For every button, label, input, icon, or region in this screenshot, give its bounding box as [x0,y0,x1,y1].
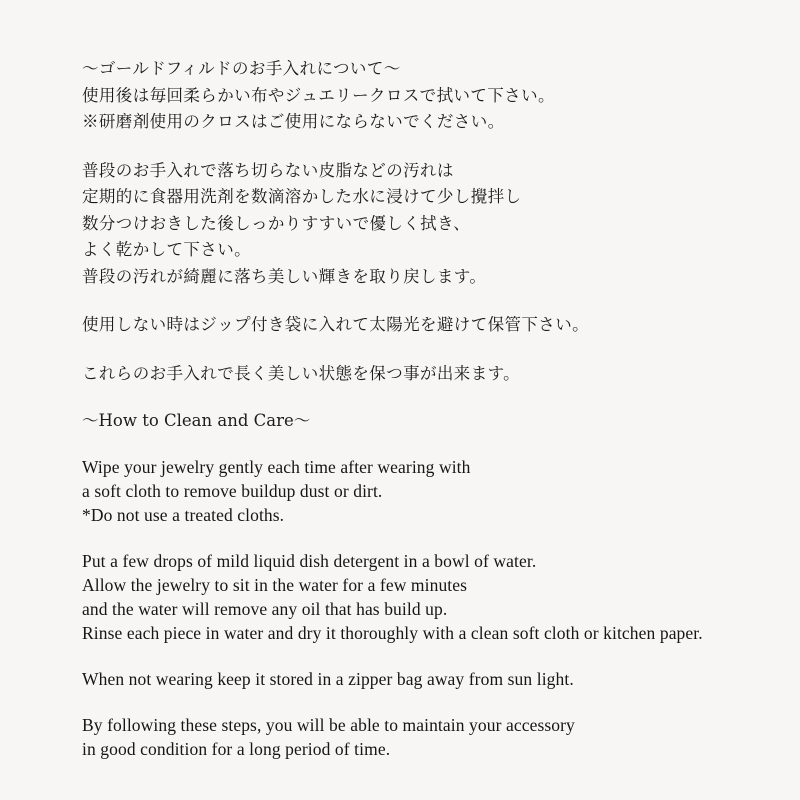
text-line: When not wearing keep it stored in a zipper bag away from sun light. [82,669,574,689]
paragraph [82,713,730,761]
paragraph [82,549,730,645]
text-line: 定期的に食器用洗剤を数滴溶かした水に浸けて少し攪拌し [82,187,522,206]
text-line: 〜How to Clean and Care〜 [82,411,311,430]
paragraph-spacer [82,290,730,312]
text-line: 〜ゴールドフィルドのお手入れについて〜 [82,59,401,78]
paragraph-spacer [82,691,730,713]
paragraph [82,158,730,291]
paragraph-spacer [82,645,730,667]
text-line: これらのお手入れで長く美しい状態を保つ事が出来ます。 [82,363,521,383]
paragraph-spacer [82,433,730,455]
text-line: 使用後は毎回柔らかい布やジュエリークロスで拭いて下さい。 [82,85,555,105]
text-line: a soft cloth to remove buildup dust or dirt. [82,481,383,501]
text-line: Allow the jewelry to sit in the water for a few minutes [82,575,468,595]
text-line: 普段のお手入れで落ち切らない皮脂などの汚れは [82,160,454,180]
text-line: Rinse each piece in water and dry it thoroughly with a clean soft cloth or kitchen paper. [82,623,703,643]
text-line: Put a few drops of mild liquid dish detergent in a bowl of water. [82,551,537,571]
text-line: よく乾かして下さい。 [82,240,251,259]
text-line: 普段の汚れが綺麗に落ち美しい輝きを取り戻します。 [82,266,487,286]
paragraph-spacer [82,387,730,409]
paragraph [82,667,730,691]
paragraph-spacer [82,136,730,158]
text-line: *Do not use a treated cloths. [82,505,285,525]
text-line: 使用しない時はジップ付き袋に入れて太陽光を避けて保管下さい。 [82,315,589,334]
paragraph [82,312,730,339]
text-line: By following these steps, you will be able to maintain your accessory [82,715,575,735]
paragraph [82,361,730,388]
paragraph-spacer [82,527,730,549]
text-line: Wipe your jewelry gently each time after wearing with [82,457,471,477]
paragraph-spacer [82,339,730,361]
text-line: in good condition for a long period of time. [82,739,391,759]
paragraph [82,455,730,527]
text-line: ※研磨剤使用のクロスはご使用にならないでください。 [82,112,505,131]
paragraph [82,56,730,136]
text-line: and the water will remove any oil that has build up. [82,599,448,619]
text-line: 数分つけおきした後しっかりすすいで優しく拭き、 [82,213,471,233]
paragraph [82,409,730,433]
care-instructions-text [82,56,730,761]
